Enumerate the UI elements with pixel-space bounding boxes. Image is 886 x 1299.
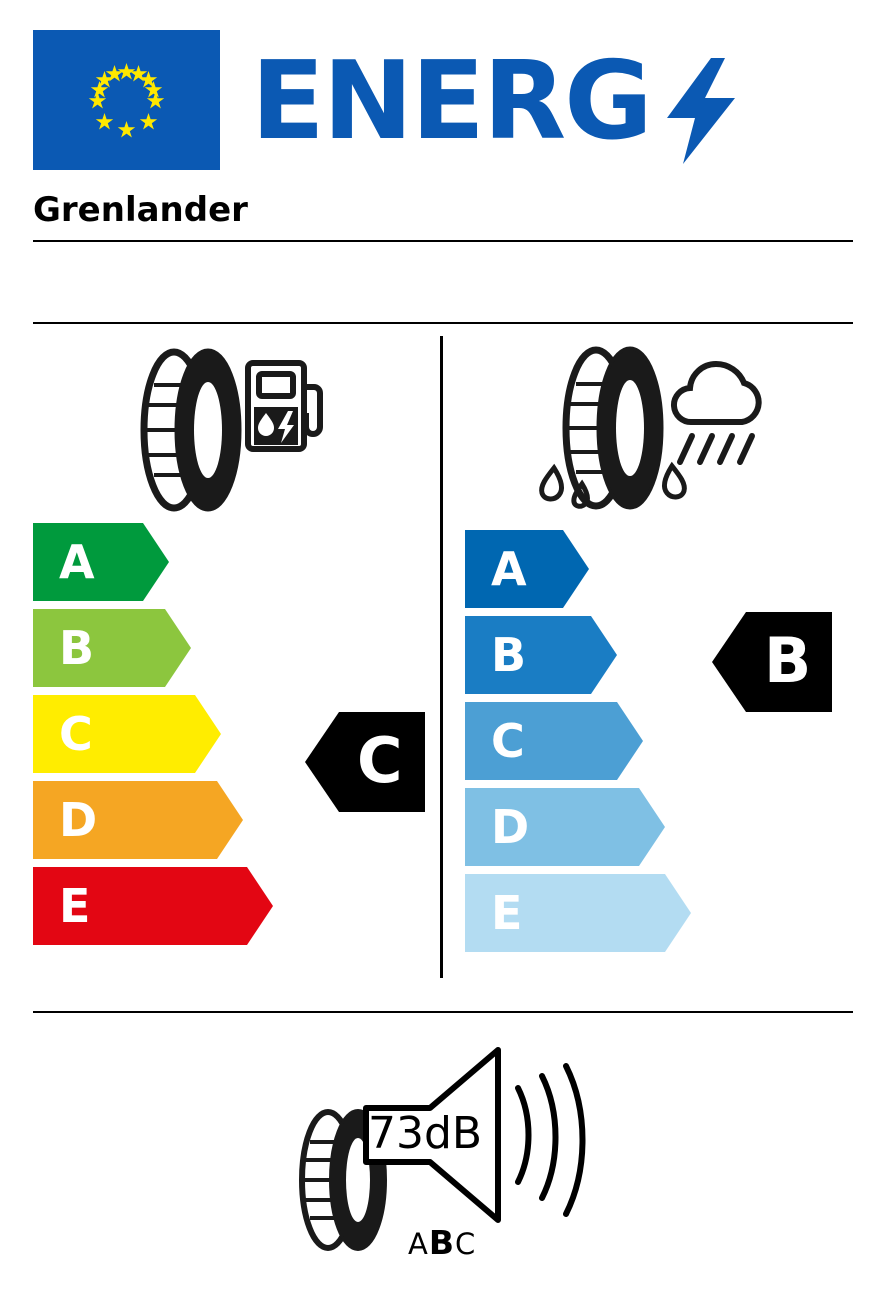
noise-value: 73dB [368,1108,483,1159]
fuel-result-letter: C [357,724,403,797]
tyre-rain-cloud-icon [520,340,785,520]
fuel-grade-b-arrow [33,609,191,687]
fuel-grade-a-arrow [33,523,169,601]
wet-result-letter: B [764,624,812,697]
fuel-grade-e-letter: E [59,879,91,933]
divider-bottom [33,1011,853,1013]
lightning-bolt-icon [661,58,741,164]
wet-grade-d-letter: D [491,800,530,854]
fuel-grade-a-letter: A [59,535,95,589]
fuel-grade-d-letter: D [59,793,98,847]
divider-vertical [440,336,443,978]
label-header [33,30,853,175]
noise-class-a: A [408,1227,429,1261]
wet-grade-e-letter: E [491,886,523,940]
tyre-fuel-pump-icon [120,345,330,515]
wet-grade-a-letter: A [491,542,527,596]
wet-result-badge [712,612,832,712]
divider-second [33,322,853,324]
wet-grade-a-arrow [465,530,589,608]
fuel-grade-c-letter: C [59,707,93,761]
energ-wordmark: ENERG [251,39,651,164]
fuel-grade-b-letter: B [59,621,95,675]
noise-class-b: B [428,1223,455,1262]
wet-grade-b-arrow [465,616,617,694]
brand-name: Grenlander [33,190,248,230]
wet-grade-b-letter: B [491,628,527,682]
fuel-result-badge [305,712,425,812]
divider-top [33,240,853,242]
noise-class-indicator [408,1223,476,1262]
wet-grade-c-letter: C [491,714,525,768]
noise-class-c: C [455,1227,477,1261]
eu-flag-icon [33,30,220,170]
